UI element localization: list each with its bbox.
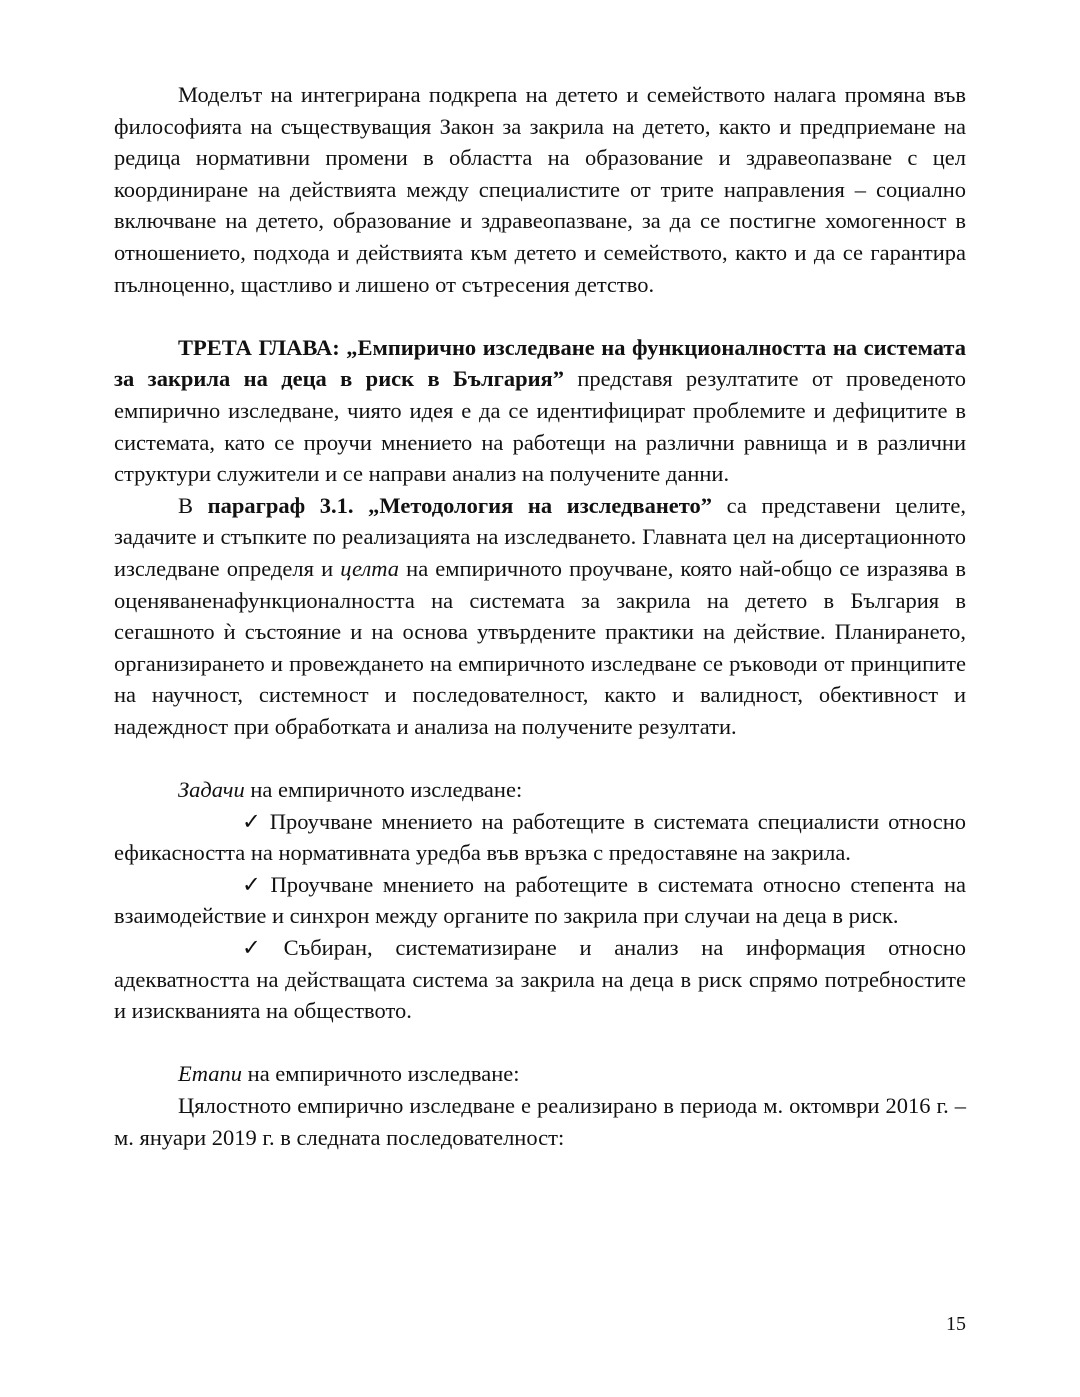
tasks-heading — [114, 774, 966, 806]
task-text: Събиран, систематизиране и анализ на информация относно адекватността на действащата система за закрила на деца в риск спрямо потребностите и изискванията на обществото. — [114, 935, 966, 1024]
stages-heading — [114, 1058, 966, 1090]
chapter-three-text: представя резултатите от проведеното емпирично изследване, чиято идея е да се идентифицират проблемите и дефицитите в системата, като се проучи мнението на работещи на различни равнища и в различни структури служители и се направи анализ на получените данни. — [114, 366, 966, 487]
checkmark-icon: ✓ — [242, 935, 261, 961]
task-item — [114, 806, 966, 869]
spacer — [114, 300, 966, 332]
document-page — [114, 79, 966, 1153]
methodology-intro: В — [178, 492, 208, 518]
paragraph-integrated-support: Моделът на интегрирана подкрепа на детето и семейството налага промяна във философията на съществуващия Закон за закрила на детето, както и предприемане на редица нормативни промени в областта на образование и здравеопазване с цел координиране на действията между специалистите от трите направления – социално включване на детето, образование и здравеопазване, за да се постигне хомогенност в отношението, подхода и действията към детето и семейството, както и да се гарантира пълноценно, щастливо и лишено от сътресения детство. — [114, 82, 966, 297]
checkmark-icon: ✓ — [242, 808, 261, 834]
methodology-text-1: са представени целите, задачите и стъпките по реализацията на изследването. Главната цел на дисертационното изследване определя и — [114, 492, 966, 581]
page-number: 15 — [946, 1313, 966, 1335]
task-text: Проучване мнението на работещите в системата специалисти относно ефикасността на нормативната уредба във връзка с предоставяне на закрила. — [114, 808, 966, 866]
spacer — [114, 742, 966, 774]
chapter-three-heading: ТРЕТА ГЛАВА: „Емпирично изследване на функционалността на системата за закрила на деца в риск в България” — [114, 334, 966, 392]
paragraph-methodology — [114, 490, 966, 743]
task-text: Проучване мнението на работещите в системата относно степента на взаимодействие и синхрон между органите по закрила при случаи на деца в риск. — [114, 871, 966, 929]
spacer — [114, 1027, 966, 1059]
stages-heading-text: на емпиричното изследване: — [242, 1061, 520, 1087]
methodology-text-2: на емпиричното проучване, която най-общо се изразява в оценяваненафункционалността на системата за закрила на детето в България в сегашното ѝ състояние и на основа утвърдените практики на действие. Планирането, организирането и провеждането на емпиричното изследване се ръководи от принципите на научност, системност и последователност, както и валидност, обективност и надеждност при обработката и анализа на получените резултати. — [114, 555, 967, 739]
task-item — [114, 869, 966, 932]
tasks-term: Задачи — [178, 777, 245, 803]
stages-term: Етапи — [178, 1061, 243, 1087]
methodology-heading: параграф 3.1. „Методология на изследването” — [207, 492, 713, 518]
checkmark-icon: ✓ — [242, 871, 261, 897]
paragraph-period: Цялостното емпирично изследване е реализирано в периода м. октомври 2016 г. – м. януари 2019 г. в следната последователност: — [114, 1093, 966, 1150]
paragraph-chapter-three — [114, 332, 966, 490]
tasks-heading-text: на емпиричното изследване: — [244, 777, 523, 803]
task-item — [114, 932, 966, 1027]
goal-term: целта — [340, 555, 400, 581]
